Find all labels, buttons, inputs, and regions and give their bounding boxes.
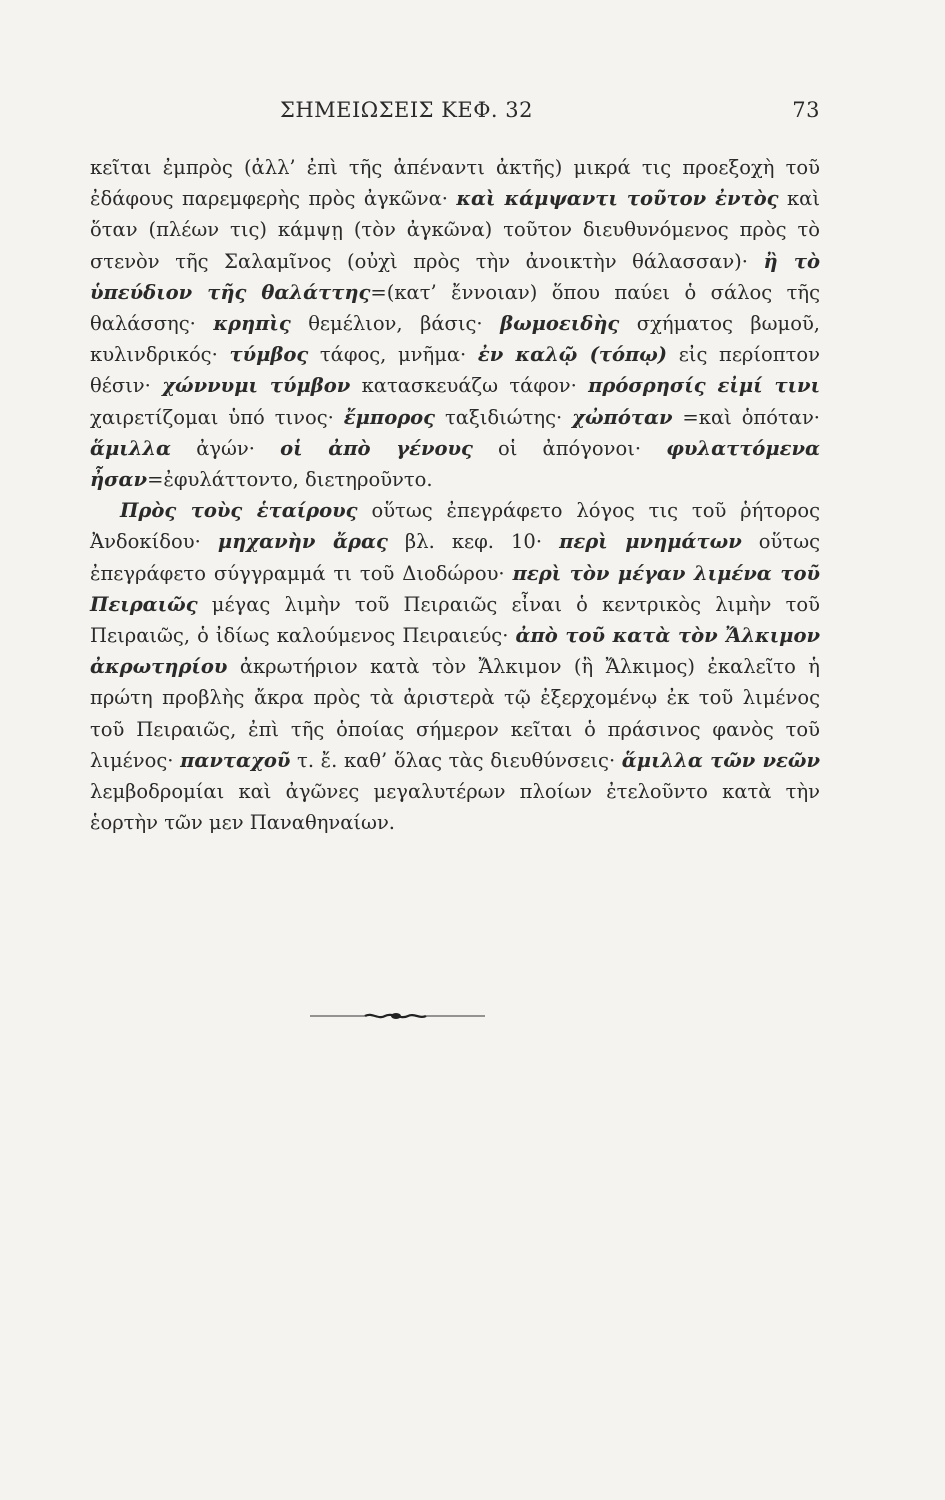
lemma-term: βωμοειδὴς [500, 312, 620, 336]
gloss-text: ταξιδιώτης· [435, 405, 573, 429]
gloss-text: =ἐφυλάττοντο, διετηροῦντο. [147, 468, 433, 492]
lemma-term: Πρὸς τοὺς ἑταίρους [120, 499, 358, 523]
ornamental-rule [310, 1010, 485, 1022]
gloss-text: θεμέλιον, βάσις· [290, 312, 501, 336]
gloss-text: καὶ ὅταν (πλέων τις) κάμψῃ (τὸν ἀγκῶνα) τοῦτον διευθυνόμενος πρὸς τὸ στενὸν τῆς Σαλαμῖνος (οὐχὶ πρὸς τὴν ἀνοικτὴν θάλασσαν)· [90, 187, 820, 273]
lemma-term: περὶ μνημάτων [559, 530, 742, 554]
gloss-text: οἱ ἀπόγονοι· [472, 436, 667, 460]
gloss-text: οὕτως ἐπεγράφετο λόγος τις τοῦ ῥήτορος Ἀνδοκίδου· [90, 499, 820, 554]
lemma-term: κρηπὶς [213, 312, 291, 336]
lemma-term: καὶ κάμψαντι τοῦτον ἐντὸς [456, 187, 779, 211]
lemma-term: τύμβος [229, 343, 309, 367]
lemma-term: ἐν καλῷ (τόπῳ) [477, 343, 668, 367]
lemma-term: ἀπὸ τοῦ κατὰ τὸν Ἄλκιμον ἀκρωτηρίου [90, 624, 820, 679]
gloss-text: μέγας λιμὴν τοῦ Πειραιῶς εἶναι ὁ κεντρικὸς λιμὴν τοῦ Πειραιῶς, ὁ ἰδίως καλούμενος Πειραιεύς· [90, 592, 820, 648]
lemma-term: πρόσρησίς εἰμί τινι [588, 374, 821, 398]
lemma-term: μηχανὴν ἄρας [217, 530, 388, 554]
gloss-text: =(κατ’ ἔννοιαν) ὅπου παύει ὁ σάλος τῆς θαλάσσης· [90, 280, 820, 336]
paragraph [90, 152, 820, 495]
page-header [90, 98, 820, 128]
lemma-term: ἅμιλλα [90, 436, 172, 460]
lemma-term: περὶ τὸν μέγαν λιμένα τοῦ Πειραιῶς [90, 561, 821, 616]
gloss-text: ἀκρωτήριον κατὰ τὸν Ἄλκιμον (ἢ Ἄλκιμος) ἐκαλεῖτο ἡ πρώτη προβλὴς ἄκρα πρὸς τὰ ἀριστερὰ τῷ ἐξερχομένῳ ἐκ τοῦ λιμένος τοῦ Πειραιῶς, ἐπὶ τῆς ὁποίας σήμερον κεῖται ὁ πράσινος φανὸς τοῦ λιμένος· [90, 655, 820, 772]
running-title: ΣΗΜΕΙΩΣΕΙΣ ΚΕΦ. 32 [280, 98, 534, 122]
lemma-term: πανταχοῦ [180, 748, 291, 772]
lemma-term: ἅμιλλα τῶν νεῶν [621, 748, 820, 772]
gloss-text: κεῖται ἐμπρὸς (ἀλλ’ ἐπὶ τῆς ἀπέναντι ἀκτῆς) μικρά τις προεξοχὴ τοῦ ἐδάφους παρεμφερὴς πρὸς ἀγκῶνα· [90, 156, 820, 211]
gloss-text: οὕτως ἐπεγράφετο σύγγραμμά τι τοῦ Διοδώρου· [90, 530, 821, 585]
gloss-text: =καὶ ὁπόταν· [672, 405, 820, 429]
page-number: 73 [792, 98, 820, 122]
lemma-term: ἔμπορος [343, 405, 436, 429]
lemma-term: ἢ τὸ ὑπεύδιον τῆς θαλάττης [90, 249, 820, 304]
gloss-text: εἰς περίοπτον θέσιν· [90, 343, 820, 398]
gloss-text: τάφος, μνῆμα· [308, 343, 478, 367]
gloss-text: σχήματος βωμοῦ, κυλινδρικός· [90, 312, 821, 367]
lemma-term: χώννυμι τύμβον [162, 374, 351, 398]
gloss-text: λεμβοδρομίαι καὶ ἀγῶνες μεγαλυτέρων πλοίων ἐτελοῦντο κατὰ τὴν ἑορτὴν τῶν μεν Παναθηναίων. [90, 780, 820, 835]
gloss-text: κατασκευάζω τάφον· [350, 374, 589, 398]
paragraph [90, 495, 820, 838]
gloss-text: ἀγών· [171, 436, 281, 460]
notes-text [90, 152, 820, 838]
gloss-text: τ. ἔ. καθ’ ὅλας τὰς διευθύνσεις· [290, 748, 622, 772]
lemma-term: οἱ ἀπὸ γένους [280, 436, 473, 460]
gloss-text: βλ. κεφ. 10· [387, 530, 560, 554]
gloss-text: χαιρετίζομαι ὑπό τινος· [90, 405, 344, 429]
lemma-term: φυλαττόμενα ἦσαν [90, 436, 820, 492]
lemma-term: χὠπόταν [572, 405, 673, 429]
